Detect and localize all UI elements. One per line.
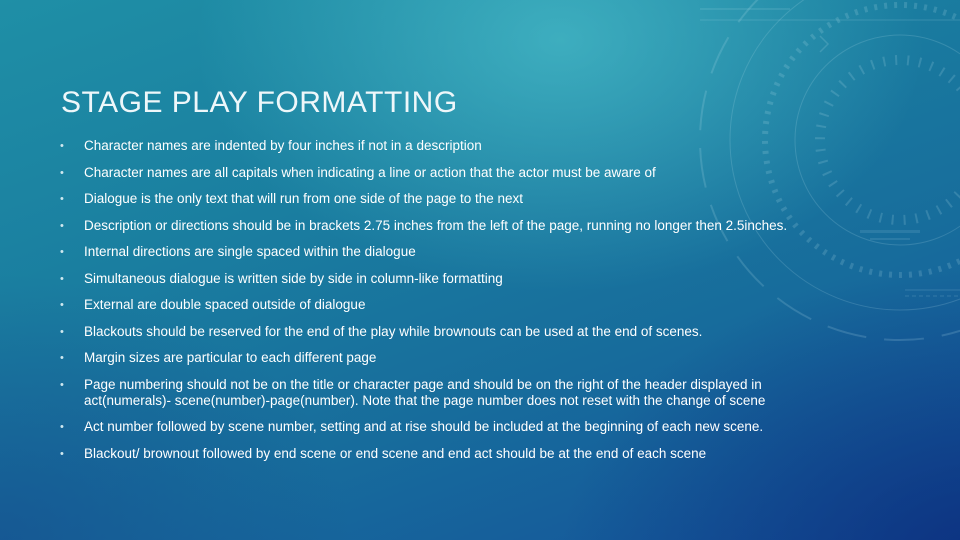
bullet-dot-icon: • (60, 352, 64, 364)
bullet-item (60, 324, 840, 340)
bullet-text: Character names are all capitals when indicating a line or action that the actor must be aware of (84, 164, 656, 180)
bullet-item (60, 271, 840, 287)
bullet-dot-icon: • (60, 193, 64, 205)
slide-title: STAGE PLAY FORMATTING (61, 86, 458, 119)
bullet-text: Margin sizes are particular to each different page (84, 350, 377, 365)
bullet-dot-icon: • (60, 219, 64, 232)
bullet-dot-icon: • (60, 166, 64, 179)
bullet-item (60, 165, 840, 181)
bullet-dot-icon: • (60, 421, 64, 433)
bullet-item (60, 218, 840, 234)
bullet-text: Dialogue is the only text that will run from one side of the page to the next (84, 191, 524, 206)
bullet-dot-icon: • (60, 272, 64, 285)
bullet-dot-icon: • (60, 325, 64, 338)
bullet-dot-icon: • (60, 140, 64, 152)
bullet-text: Page numbering should not be on the title or character page and should be on the right of the header displayed in act(numerals)- scene(number)-page(number). Note that the page number does not reset with the change of scene (84, 376, 766, 408)
bullet-text: Description or directions should be in brackets 2.75 inches from the left of the page, running no longer then 2.5inches. (84, 217, 788, 233)
bullet-text: Internal directions are single spaced within the dialogue (84, 244, 416, 259)
bullet-item (60, 350, 840, 366)
bullet-item (60, 191, 840, 207)
bullet-dot-icon: • (60, 447, 64, 460)
bullet-text: Blackouts should be reserved for the end of the play while brownouts can be used at the end of scenes. (84, 323, 703, 339)
bullet-text: Simultaneous dialogue is written side by side in column-like formatting (84, 270, 503, 286)
bullet-text: External are double spaced outside of dialogue (84, 297, 366, 312)
bullet-item (60, 297, 840, 313)
bullet-item (60, 446, 840, 462)
bullet-list (60, 138, 840, 462)
bullet-item (60, 138, 840, 154)
bullet-item (60, 377, 840, 409)
bullet-text: Character names are indented by four inches if not in a description (84, 138, 482, 153)
bullet-dot-icon: • (60, 378, 64, 391)
bullet-dot-icon: • (60, 246, 64, 258)
bullet-dot-icon: • (60, 299, 64, 311)
bullet-text: Act number followed by scene number, setting and at rise should be included at the beginning of each new scene. (84, 419, 764, 434)
bullet-text: Blackout/ brownout followed by end scene or end scene and end act should be at the end of each scene (84, 445, 707, 461)
bullet-item (60, 419, 840, 435)
bullet-item (60, 244, 840, 260)
